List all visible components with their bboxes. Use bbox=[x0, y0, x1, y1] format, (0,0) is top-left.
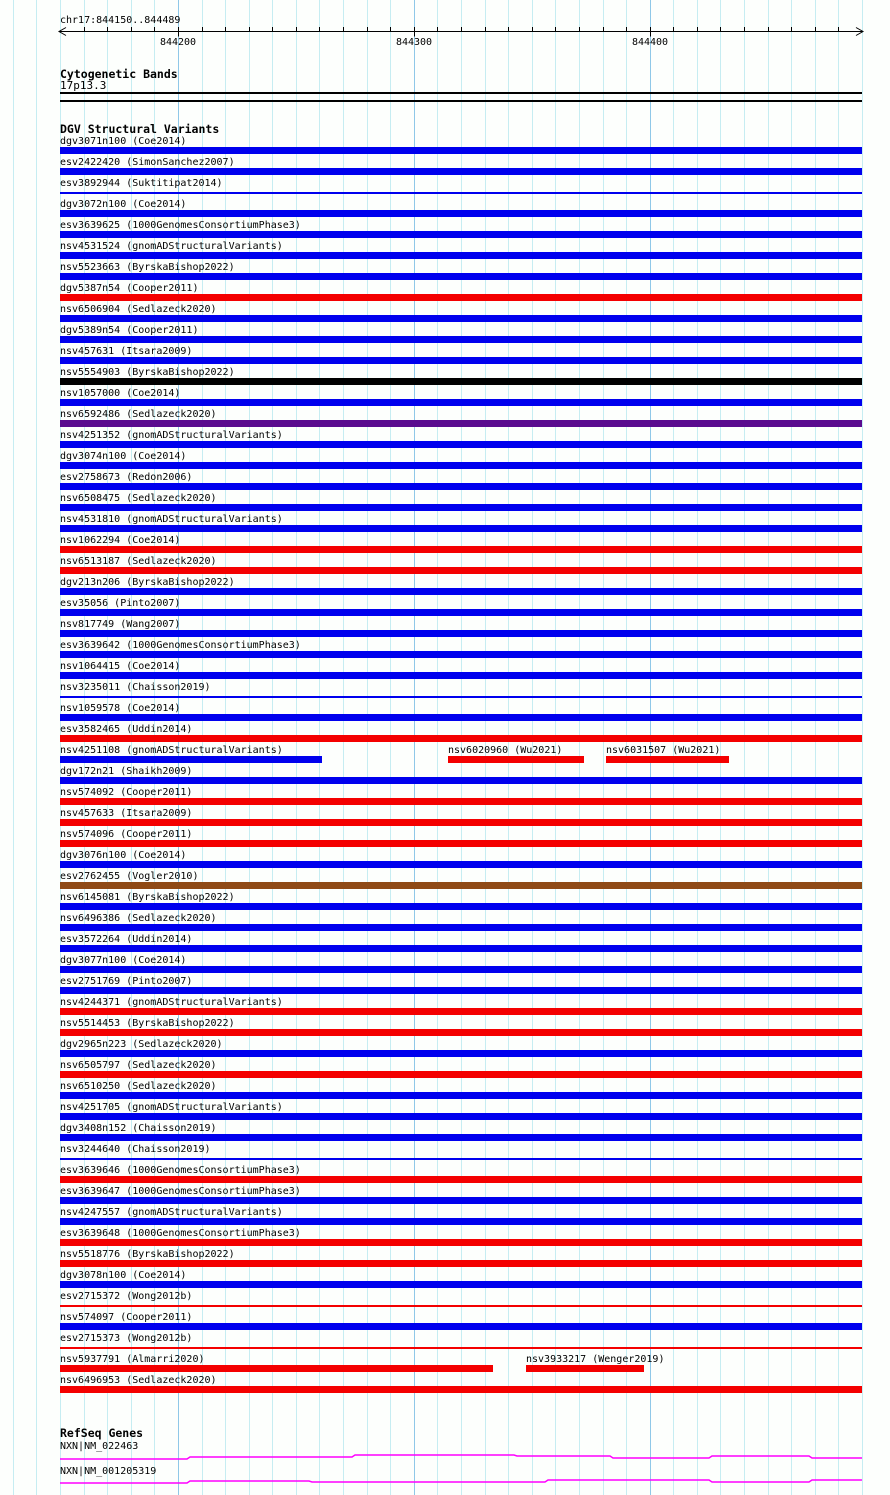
variant-bar[interactable] bbox=[60, 588, 862, 595]
variant-label[interactable]: esv35056 (Pinto2007) bbox=[60, 598, 181, 609]
variant-bar[interactable] bbox=[60, 1347, 862, 1349]
variant-bar[interactable] bbox=[448, 756, 584, 763]
variant-bar[interactable] bbox=[60, 441, 862, 448]
axis-tick-label: 844300 bbox=[395, 37, 433, 48]
variant-bar[interactable] bbox=[60, 987, 862, 994]
variant-bar[interactable] bbox=[60, 735, 862, 742]
variant-label[interactable]: nsv6031507 (Wu2021) bbox=[606, 745, 721, 756]
refseq-genes-title: RefSeq Genes bbox=[60, 1426, 144, 1440]
variant-bar[interactable] bbox=[60, 378, 862, 385]
variant-bar[interactable] bbox=[60, 147, 862, 154]
variant-bar[interactable] bbox=[60, 861, 862, 868]
variant-label[interactable]: nsv4247557 (gnomADStructuralVariants) bbox=[60, 1207, 283, 1218]
variant-label[interactable]: dgv3074n100 (Coe2014) bbox=[60, 451, 187, 462]
variant-bar[interactable] bbox=[60, 567, 862, 574]
variant-bar[interactable] bbox=[60, 462, 862, 469]
variant-bar[interactable] bbox=[60, 819, 862, 826]
variant-bar[interactable] bbox=[60, 504, 862, 511]
variant-label[interactable]: nsv3933217 (Wenger2019) bbox=[526, 1354, 665, 1365]
variant-bar[interactable] bbox=[60, 1050, 862, 1057]
variant-label[interactable]: nsv6145081 (ByrskaBishop2022) bbox=[60, 892, 235, 903]
variant-label[interactable]: nsv4531810 (gnomADStructuralVariants) bbox=[60, 514, 283, 525]
variant-bar[interactable] bbox=[60, 1281, 862, 1288]
cytoband-top-edge[interactable] bbox=[60, 92, 862, 94]
variant-label[interactable]: nsv6020960 (Wu2021) bbox=[448, 745, 563, 756]
variant-label[interactable]: nsv4251352 (gnomADStructuralVariants) bbox=[60, 430, 283, 441]
variant-label[interactable]: nsv574097 (Cooper2011) bbox=[60, 1312, 193, 1323]
variant-bar[interactable] bbox=[60, 1323, 862, 1330]
variant-label[interactable]: dgv172n21 (Shaikh2009) bbox=[60, 766, 193, 777]
variant-bar[interactable] bbox=[60, 1134, 862, 1141]
variant-bar[interactable] bbox=[60, 777, 862, 784]
variant-label[interactable]: esv3639648 (1000GenomesConsortiumPhase3) bbox=[60, 1228, 301, 1239]
variant-bar[interactable] bbox=[60, 1260, 862, 1267]
variant-label[interactable]: nsv1064415 (Coe2014) bbox=[60, 661, 181, 672]
variant-bar[interactable] bbox=[60, 696, 862, 698]
variant-bar[interactable] bbox=[526, 1365, 644, 1372]
variant-label[interactable]: nsv4251108 (gnomADStructuralVariants) bbox=[60, 745, 283, 756]
variant-label[interactable]: esv3582465 (Uddin2014) bbox=[60, 724, 193, 735]
variant-label[interactable]: esv3892944 (Suktitipat2014) bbox=[60, 178, 223, 189]
variant-label[interactable]: nsv1057000 (Coe2014) bbox=[60, 388, 181, 399]
variant-label[interactable]: nsv574092 (Cooper2011) bbox=[60, 787, 193, 798]
variant-bar[interactable] bbox=[60, 336, 862, 343]
variant-label[interactable]: esv2758673 (Redon2006) bbox=[60, 472, 193, 483]
variant-bar[interactable] bbox=[60, 399, 862, 406]
variant-bar[interactable] bbox=[60, 1197, 862, 1204]
variant-bar[interactable] bbox=[60, 756, 322, 763]
cytogenetic-bands-title: Cytogenetic Bands bbox=[60, 67, 178, 81]
variant-bar[interactable] bbox=[60, 924, 862, 931]
variant-label[interactable]: nsv5937791 (Almarri2020) bbox=[60, 1354, 205, 1365]
variant-label[interactable]: esv2715373 (Wong2012b) bbox=[60, 1333, 193, 1344]
variant-label[interactable]: nsv4531524 (gnomADStructuralVariants) bbox=[60, 241, 283, 252]
variant-bar[interactable] bbox=[60, 294, 862, 301]
variant-label[interactable]: esv3572264 (Uddin2014) bbox=[60, 934, 193, 945]
variant-bar[interactable] bbox=[60, 630, 862, 637]
variant-bar[interactable] bbox=[60, 609, 862, 616]
variant-bar[interactable] bbox=[60, 483, 862, 490]
variant-bar[interactable] bbox=[60, 315, 862, 322]
variant-label[interactable]: nsv5554903 (ByrskaBishop2022) bbox=[60, 367, 235, 378]
variant-bar[interactable] bbox=[60, 252, 862, 259]
variant-label[interactable]: nsv6508475 (Sedlazeck2020) bbox=[60, 493, 217, 504]
variant-label[interactable]: esv2751769 (Pinto2007) bbox=[60, 976, 193, 987]
variant-bar[interactable] bbox=[606, 756, 729, 763]
gene-label[interactable]: NXN|NM_022463 bbox=[60, 1441, 139, 1452]
variant-label[interactable]: esv3639646 (1000GenomesConsortiumPhase3) bbox=[60, 1165, 301, 1176]
gene-label[interactable]: NXN|NM_001205319 bbox=[60, 1466, 157, 1477]
variant-label[interactable]: esv3639642 (1000GenomesConsortiumPhase3) bbox=[60, 640, 301, 651]
region-coordinates-label: chr17:844150..844489 bbox=[60, 15, 181, 26]
variant-bar[interactable] bbox=[60, 651, 862, 658]
variant-bar[interactable] bbox=[60, 1365, 493, 1372]
variant-label[interactable]: esv3639625 (1000GenomesConsortiumPhase3) bbox=[60, 220, 301, 231]
variant-bar[interactable] bbox=[60, 882, 862, 889]
variant-label[interactable]: nsv574096 (Cooper2011) bbox=[60, 829, 193, 840]
variant-bar[interactable] bbox=[60, 420, 862, 427]
variant-label[interactable]: nsv6506904 (Sedlazeck2020) bbox=[60, 304, 217, 315]
variant-bar[interactable] bbox=[60, 357, 862, 364]
variant-bar[interactable] bbox=[60, 1113, 862, 1120]
variant-bar[interactable] bbox=[60, 1176, 862, 1183]
variant-label[interactable]: dgv3076n100 (Coe2014) bbox=[60, 850, 187, 861]
variant-label[interactable]: dgv3071n100 (Coe2014) bbox=[60, 136, 187, 147]
variant-label[interactable]: dgv3077n100 (Coe2014) bbox=[60, 955, 187, 966]
variant-bar[interactable] bbox=[60, 546, 862, 553]
cytoband-bottom-edge[interactable] bbox=[60, 100, 862, 102]
variant-label[interactable]: nsv5514453 (ByrskaBishop2022) bbox=[60, 1018, 235, 1029]
variant-bar[interactable] bbox=[60, 1029, 862, 1036]
variant-bar[interactable] bbox=[60, 1239, 862, 1246]
axis-tick-label: 844400 bbox=[631, 37, 669, 48]
variant-label[interactable]: nsv6510250 (Sedlazeck2020) bbox=[60, 1081, 217, 1092]
variant-label[interactable]: nsv4244371 (gnomADStructuralVariants) bbox=[60, 997, 283, 1008]
variant-bar[interactable] bbox=[60, 1092, 862, 1099]
variant-label[interactable]: nsv817749 (Wang2007) bbox=[60, 619, 181, 630]
variant-label[interactable]: nsv6505797 (Sedlazeck2020) bbox=[60, 1060, 217, 1071]
variant-label[interactable]: nsv6496953 (Sedlazeck2020) bbox=[60, 1375, 217, 1386]
variant-bar[interactable] bbox=[60, 672, 862, 679]
variant-bar[interactable] bbox=[60, 192, 862, 194]
variant-label[interactable]: dgv2965n223 (Sedlazeck2020) bbox=[60, 1039, 223, 1050]
variant-label[interactable]: nsv5523663 (ByrskaBishop2022) bbox=[60, 262, 235, 273]
cytogenetic-band-label[interactable]: 17p13.3 bbox=[60, 79, 107, 92]
variant-bar[interactable] bbox=[60, 945, 862, 952]
variant-bar[interactable] bbox=[60, 1008, 862, 1015]
variant-label[interactable]: esv2762455 (Vogler2010) bbox=[60, 871, 199, 882]
variant-label[interactable]: nsv457633 (Itsara2009) bbox=[60, 808, 193, 819]
variant-bar[interactable] bbox=[60, 210, 862, 217]
variant-bar[interactable] bbox=[60, 1386, 862, 1393]
variant-label[interactable]: nsv5518776 (ByrskaBishop2022) bbox=[60, 1249, 235, 1260]
variant-bar[interactable] bbox=[60, 1305, 862, 1307]
variant-bar[interactable] bbox=[60, 168, 862, 175]
variant-label[interactable]: dgv3078n100 (Coe2014) bbox=[60, 1270, 187, 1281]
variant-label[interactable]: dgv3072n100 (Coe2014) bbox=[60, 199, 187, 210]
variant-label[interactable]: esv2715372 (Wong2012b) bbox=[60, 1291, 193, 1302]
variant-bar[interactable] bbox=[60, 714, 862, 721]
variant-bar[interactable] bbox=[60, 1071, 862, 1078]
variant-label[interactable]: nsv3235011 (Chaisson2019) bbox=[60, 682, 211, 693]
variant-label[interactable]: dgv3408n152 (Chaisson2019) bbox=[60, 1123, 217, 1134]
variant-bar[interactable] bbox=[60, 798, 862, 805]
variant-bar[interactable] bbox=[60, 966, 862, 973]
variant-bar[interactable] bbox=[60, 1158, 862, 1160]
variant-bar[interactable] bbox=[60, 525, 862, 532]
variant-label[interactable]: nsv6496386 (Sedlazeck2020) bbox=[60, 913, 217, 924]
variant-bar[interactable] bbox=[60, 273, 862, 280]
variant-label[interactable]: nsv4251705 (gnomADStructuralVariants) bbox=[60, 1102, 283, 1113]
variant-bar[interactable] bbox=[60, 1218, 862, 1225]
variant-label[interactable]: nsv3244640 (Chaisson2019) bbox=[60, 1144, 211, 1155]
variant-label[interactable]: esv3639647 (1000GenomesConsortiumPhase3) bbox=[60, 1186, 301, 1197]
axis-tick-label: 844200 bbox=[159, 37, 197, 48]
variant-label[interactable]: nsv6513187 (Sedlazeck2020) bbox=[60, 556, 217, 567]
variant-label[interactable]: dgv5389n54 (Cooper2011) bbox=[60, 325, 199, 336]
variant-label[interactable]: nsv1062294 (Coe2014) bbox=[60, 535, 181, 546]
variant-label[interactable]: nsv457631 (Itsara2009) bbox=[60, 346, 193, 357]
variant-label[interactable]: nsv6592486 (Sedlazeck2020) bbox=[60, 409, 217, 420]
variant-bar[interactable] bbox=[60, 231, 862, 238]
dgv-structural-variants-title: DGV Structural Variants bbox=[60, 122, 220, 136]
variant-bar[interactable] bbox=[60, 840, 862, 847]
variant-label[interactable]: esv2422420 (SimonSanchez2007) bbox=[60, 157, 235, 168]
variant-label[interactable]: nsv1059578 (Coe2014) bbox=[60, 703, 181, 714]
variant-bar[interactable] bbox=[60, 903, 862, 910]
variant-label[interactable]: dgv5387n54 (Cooper2011) bbox=[60, 283, 199, 294]
variant-label[interactable]: dgv213n206 (ByrskaBishop2022) bbox=[60, 577, 235, 588]
